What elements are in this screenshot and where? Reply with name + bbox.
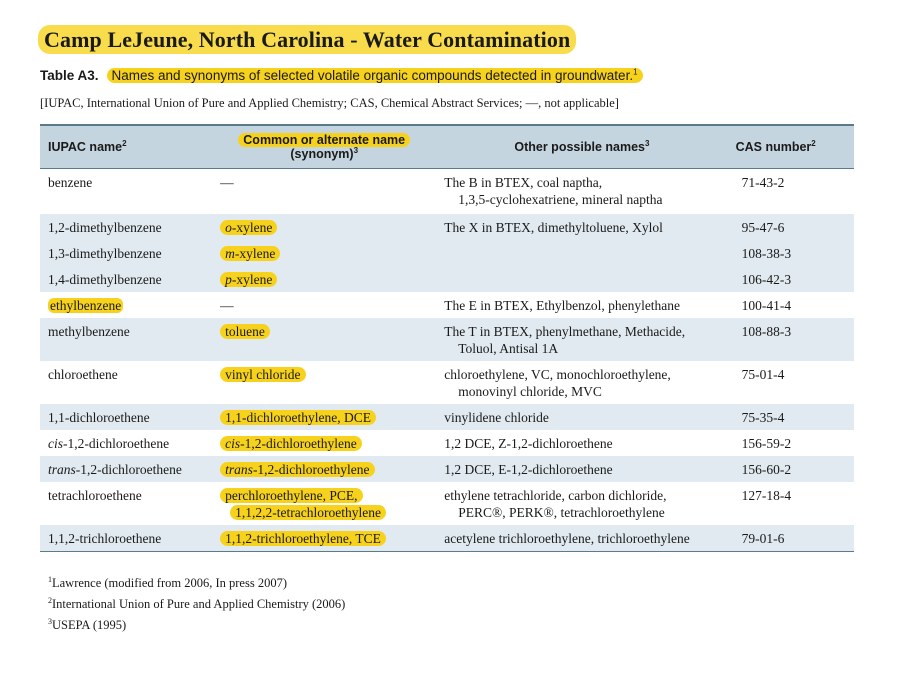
footnote [48,615,345,636]
header-cas-sup: 2 [811,138,816,148]
footnote-num: 2 [48,595,52,605]
cell-common-italic: m [225,245,235,261]
cell-iupac: 1,4-dimethylbenzene [48,271,162,287]
header-iupac [40,125,212,169]
common-highlight [220,436,362,451]
common-highlight: toluene [220,324,270,339]
table-row [40,318,854,361]
footnote-text: International Union of Pure and Applied Chemistry (2006) [52,597,346,611]
cell-other: acetylene trichloroethylene, trichloroethylene [444,530,690,546]
header-common-line1: Common or alternate name [238,133,410,147]
cell-common [212,404,436,430]
footnote-num: 3 [48,616,52,626]
cell-cas: 75-35-4 [741,409,785,425]
cell-other [436,169,727,214]
cell-common-italic: o [225,219,232,235]
caption-text-highlight [107,68,643,83]
cell-cas: 108-38-3 [741,245,792,261]
common-highlight: vinyl chloride [220,367,305,382]
cell-common: — [220,297,234,313]
cell-iupac [40,430,212,456]
cell-common [212,525,436,552]
cell-other [436,361,727,404]
cell-iupac: chloroethene [48,366,118,382]
title-highlight: Camp LeJeune, North Carolina - Water Contamination [38,25,576,54]
header-cas-label: CAS number [735,140,812,154]
table-row [40,292,854,318]
cell-common-italic: trans [225,461,253,477]
common-highlight: perchloroethylene, PCE, [220,488,362,503]
table-row [40,214,854,240]
header-other-sup: 3 [644,138,650,148]
cell-common-italic: p [225,271,232,287]
table-row [40,482,854,525]
cell-other: vinylidene chloride [444,409,549,425]
footnote-text: Lawrence (modified from 2006, In press 2007) [52,576,287,590]
cell-common [212,318,436,361]
common-highlight [220,220,277,235]
table-row [40,361,854,404]
cell-other-line1: ethylene tetrachloride, carbon dichloride, [444,487,667,503]
header-iupac-sup: 2 [122,138,127,148]
common-highlight [220,462,374,477]
table-row [40,266,854,292]
cell-iupac-text: -1,2-dichloroethene [75,461,182,477]
cell-cas: 156-60-2 [741,461,792,477]
cell-common-text: -xylene [231,271,273,287]
cell-other: The X in BTEX, dimethyltoluene, Xylol [444,219,663,235]
header-common-line2: (synonym) [290,147,354,161]
cell-iupac: methylbenzene [48,323,130,339]
cell-cas: 71-43-2 [741,175,785,190]
cell-other-line1: chloroethylene, VC, monochloroethylene, [444,366,671,382]
header-iupac-label: IUPAC name [48,140,123,154]
abbreviations-note: [IUPAC, International Union of Pure and Applied Chemistry; CAS, Chemical Abstract Services; —, not applicable] [40,96,619,110]
footnote [48,573,345,594]
common-highlight: 1,1,2-trichloroethylene, TCE [220,531,386,546]
cell-common: — [220,175,234,190]
footnote-text: USEPA (1995) [52,618,127,632]
cell-cas: 127-18-4 [741,487,792,503]
cell-iupac-text: -1,2-dichloroethene [63,435,170,451]
caption-text: Names and synonyms of selected volatile organic compounds detected in groundwater. [111,68,634,83]
table-row [40,430,854,456]
cell-iupac: 1,1,2-trichloroethene [48,530,162,546]
header-other-label: Other possible names [514,140,645,154]
footnote-num: 1 [48,574,52,584]
table-row [40,404,854,430]
cell-common [212,482,436,525]
cell-common-text: -xylene [234,245,276,261]
cell-common-text: -1,2-dichloroethylene [252,461,370,477]
cell-cas: 79-01-6 [741,530,785,546]
page-title [38,27,576,53]
iupac-highlight: ethylbenzene [50,297,122,313]
cell-other-line2: Toluol, Antisal 1A [458,340,559,356]
cell-other [436,240,727,266]
cell-other [436,482,727,525]
table-row [40,169,854,214]
header-common-sup: 3 [353,145,359,155]
cell-other-line2: 1,3,5-cyclohexatriene, mineral naptha [458,192,663,207]
cell-cas: 156-59-2 [741,435,792,451]
table-row [40,456,854,482]
cell-iupac-italic: cis [48,435,63,451]
cell-common [212,266,436,292]
table-row [40,525,854,552]
compounds-table [40,124,854,552]
caption-label: Table A3. [40,68,99,83]
header-cas [728,125,854,169]
cell-iupac [40,456,212,482]
cell-cas: 106-42-3 [741,271,792,287]
cell-other-line2: PERC®, PERK®, tetrachloroethylene [458,504,665,520]
cell-common-text: -1,2-dichloroethylene [240,435,357,451]
cell-common [212,361,436,404]
common-highlight [220,246,280,261]
cell-common [212,214,436,240]
cell-common [212,240,436,266]
cell-common [212,430,436,456]
cell-iupac-italic: trans [48,461,76,477]
common-highlight [220,272,277,287]
cell-other-line1: The B in BTEX, coal naptha, [444,175,603,190]
footnote [48,594,345,615]
cell-iupac: 1,1-dichloroethene [48,409,150,425]
caption-sup: 1 [633,67,638,77]
cell-other: The E in BTEX, Ethylbenzol, phenylethane [444,297,681,313]
cell-other: 1,2 DCE, Z-1,2-dichloroethene [444,435,613,451]
cell-common-text: -xylene [231,219,273,235]
table-row [40,240,854,266]
cell-other-line2: monovinyl chloride, MVC [458,383,602,399]
common-highlight: 1,1-dichloroethylene, DCE [220,410,376,425]
cell-other [436,318,727,361]
cell-cas: 75-01-4 [741,366,785,382]
table-header-row [40,125,854,169]
footnotes [48,573,345,636]
cell-cas: 95-47-6 [741,219,785,235]
header-common [212,125,436,169]
header-other [436,125,727,169]
cell-common-italic: cis [225,435,241,451]
cell-iupac: 1,2-dimethylbenzene [48,219,162,235]
cell-other [436,266,727,292]
cell-iupac: 1,3-dimethylbenzene [48,245,162,261]
cell-other: 1,2 DCE, E-1,2-dichloroethene [444,461,613,477]
common-highlight-line2: 1,1,2,2-tetrachloroethylene [230,505,386,520]
cell-cas: 108-88-3 [741,323,792,339]
cell-other-line1: The T in BTEX, phenylmethane, Methacide, [444,323,686,339]
cell-cas: 100-41-4 [741,297,792,313]
cell-iupac: benzene [48,175,93,190]
cell-iupac [40,292,212,318]
cell-iupac: tetrachloroethene [48,487,142,503]
table-caption [40,68,643,83]
cell-common [212,456,436,482]
